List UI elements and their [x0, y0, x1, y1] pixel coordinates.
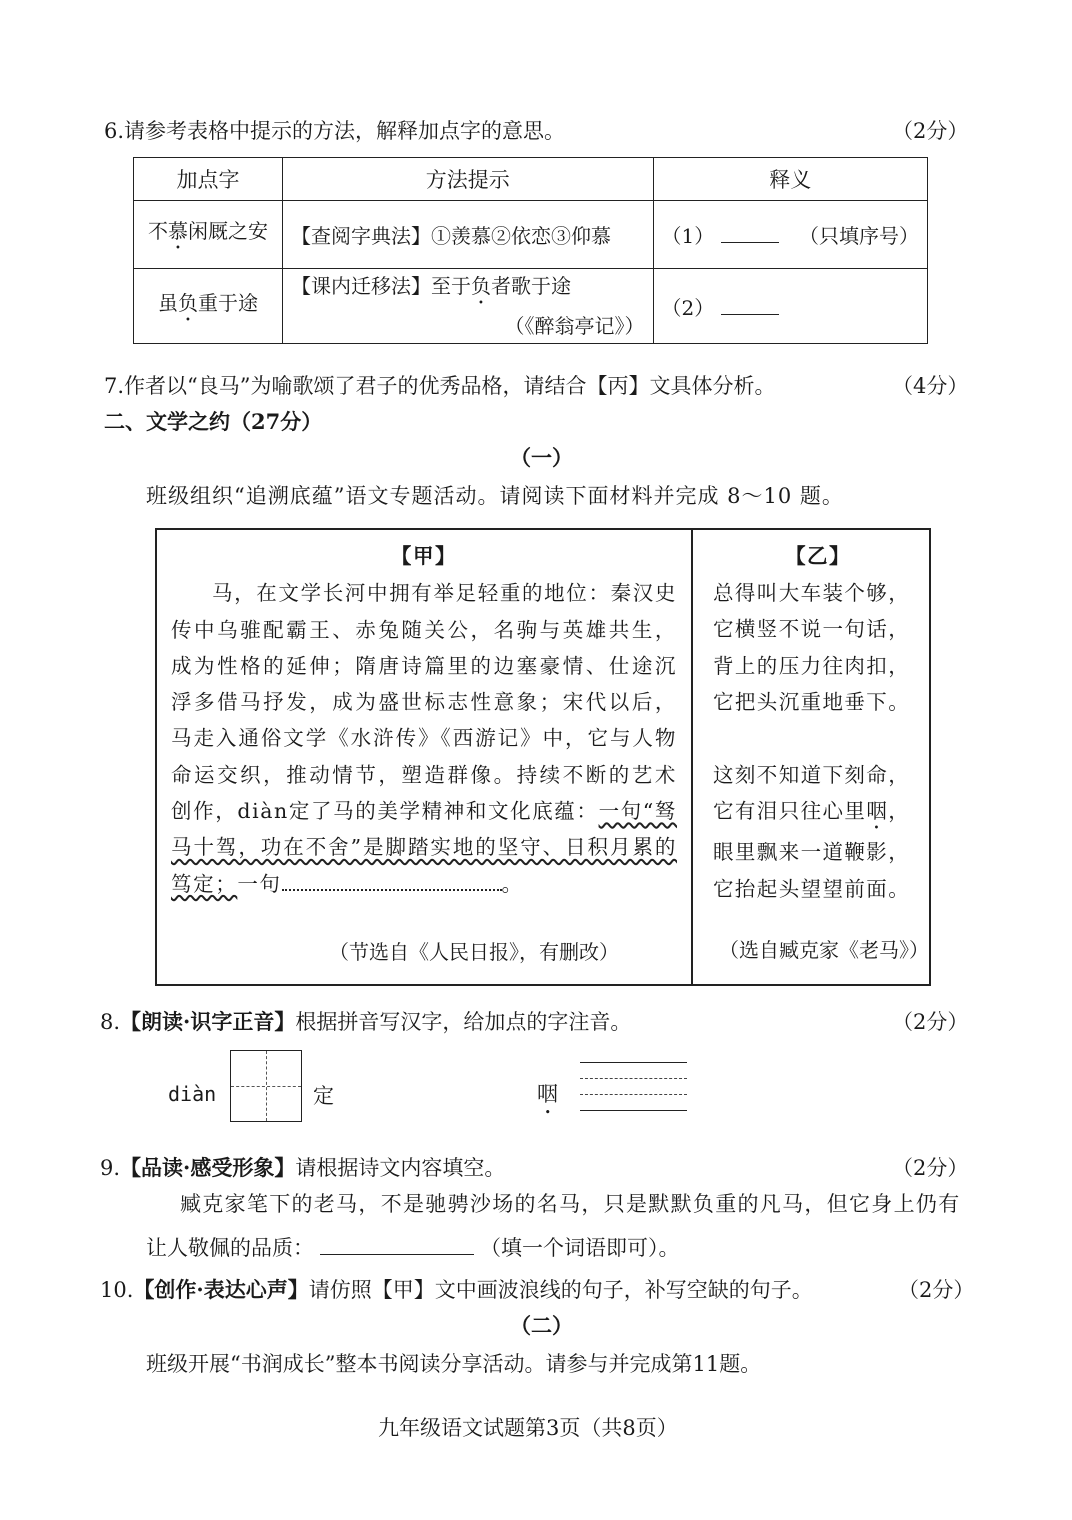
q6-score: （2分） — [892, 119, 969, 143]
answer-blank-1[interactable] — [721, 242, 779, 243]
q10-score: （2分） — [898, 1278, 975, 1302]
yi-title: 【乙】 — [785, 544, 851, 568]
material-box — [155, 528, 931, 986]
q8-dotted-char: 咽 — [537, 1082, 558, 1106]
q9-score: （2分） — [892, 1156, 969, 1180]
answer-blank-2[interactable] — [721, 314, 779, 315]
wavy-sentence: 一句“驽马十驾，功在不舍”是脚踏实地的坚守、日积月累的笃定； — [171, 799, 678, 896]
row1-word: 不慕闲厩之安 — [134, 201, 283, 269]
part1-title: （一） — [510, 445, 573, 470]
q6-stem: 6.请参考表格中提示的方法，解释加点字的意思。 — [104, 119, 566, 143]
q9-blank[interactable] — [320, 1254, 474, 1255]
q10-stem: 10.【创作·表达心声】请仿照【甲】文中画波浪线的句子，补写空缺的句子。 — [100, 1277, 813, 1302]
q8-stem: 8.【朗读·识字正音】根据拼音写汉字，给加点的字注音。 — [100, 1009, 632, 1034]
q7-score: （4分） — [892, 374, 969, 398]
q9-stem: 9.【品读·感受形象】请根据诗文内容填空。 — [100, 1155, 506, 1180]
poem-line: 它抬起头望望前面。 — [713, 876, 911, 901]
q9-line2: 让人敬佩的品质： （填一个词语即可）。 — [146, 1236, 680, 1260]
jia-source: （节选自《人民日报》，有删改） — [329, 940, 619, 964]
section2-intro: 班级组织“追溯底蕴”语文专题活动。请阅读下面材料并完成 8～10 题。 — [146, 484, 844, 508]
yi-source: （选自臧克家《老马》） — [719, 938, 929, 962]
header-meaning: 释义 — [653, 158, 927, 201]
row1-answer: （1） （只填序号） — [653, 201, 927, 269]
jia-paragraph: 马，在文学长河中拥有举足轻重的地位：秦汉史传中乌骓配霸王、赤兔随关公，名驹与英雄共生，成为性格的延伸；隋唐诗篇里的边塞豪情、仕途沉浮多借马抒发，成为盛世标志性意象；宋代以后，马走入通俗文学《水浒传》《西游记》中，它与人物命运交织，推动情节，塑造群像。持续不断的艺术创作，diàn定了马的美学精神和文化底蕴：一句“驽马十驾，功在不舍”是脚踏实地的坚守、日积月累的笃定；一句 。 — [171, 581, 678, 896]
poem-line: 总得叫大车装个够， — [713, 580, 911, 605]
section2-title: 二、文学之约（27分） — [104, 409, 323, 434]
poem-line: 眼里飘来一道鞭影， — [713, 840, 911, 864]
header-method: 方法提示 — [283, 158, 654, 201]
poem-line: 背上的压力往肉扣， — [713, 653, 911, 678]
q8-after-char: 定 — [313, 1084, 334, 1108]
part2-title: （二） — [510, 1313, 573, 1338]
page-footer: 九年级语文试题第3页（共8页） — [378, 1416, 678, 1440]
row1-method: 【查阅字典法】①羡慕②依恋③仰慕 — [283, 201, 654, 269]
pinyin-dian: diàn — [168, 1082, 217, 1106]
jia-title: 【甲】 — [390, 544, 458, 568]
passage-jia — [171, 538, 677, 902]
poem-line: 它横竖不说一句话， — [713, 617, 911, 641]
row2-method: 【课内迁移法】至于负者歌于途 （《醉翁亭记》） — [283, 269, 654, 344]
poem-line: 它有泪只往心里咽， — [713, 799, 911, 823]
header-word: 加点字 — [134, 158, 283, 201]
q9-line1: 臧克家笔下的老马，不是驰骋沙场的名马，只是默默负重的凡马，但它身上仍有 — [180, 1192, 961, 1216]
jia-blank[interactable] — [282, 889, 502, 891]
row2-answer: （2） — [653, 269, 927, 344]
q8-score: （2分） — [892, 1010, 969, 1034]
q7-stem: 7.作者以“良马”为喻歌颂了君子的优秀品格，请结合【丙】文具体分析。 — [104, 374, 776, 398]
pinyin-lines[interactable] — [580, 1060, 687, 1112]
row2-word: 虽负重于途 — [134, 269, 283, 344]
part2-intro: 班级开展“书润成长”整本书阅读分享活动。请参与并完成第11题。 — [146, 1352, 762, 1376]
writing-grid[interactable] — [230, 1050, 302, 1122]
poem-line: 它把头沉重地垂下。 — [713, 690, 911, 714]
poem-line: 这刻不知道下刻命， — [713, 762, 911, 787]
q6-table — [133, 157, 928, 344]
poem-yi — [713, 538, 923, 907]
